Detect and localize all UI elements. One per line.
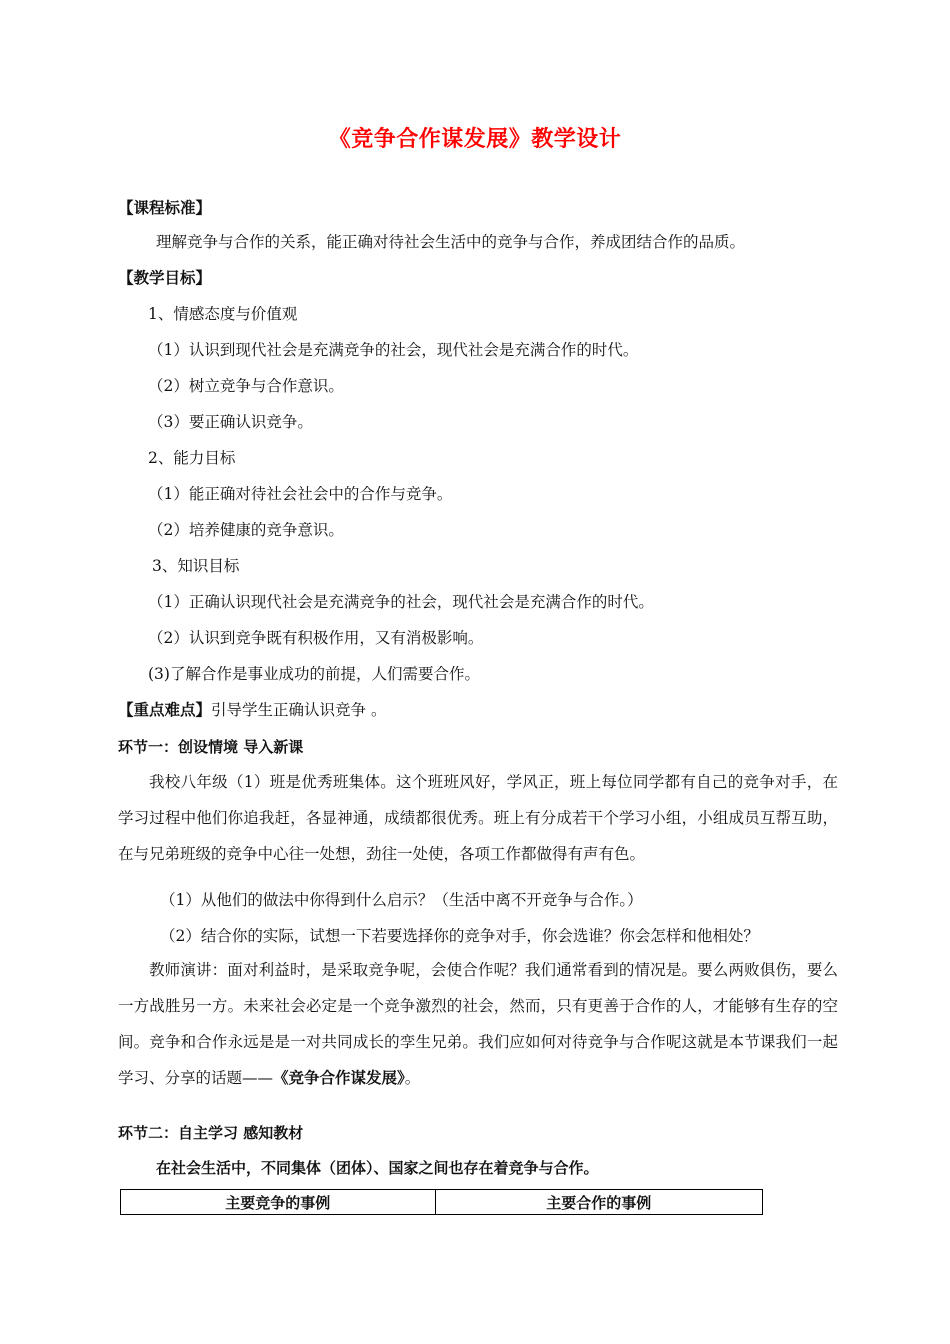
key-points-text: 引导学生正确认识竞争 。	[211, 701, 387, 719]
section2-intro: 在社会生活中，不同集体（团体）、国家之间也存在着竞争与合作。	[156, 1159, 599, 1177]
objective-line: 1、情感态度与价值观	[148, 305, 298, 323]
objective-line: （2）培养健康的竞争意识。	[148, 521, 344, 539]
section1-teacher-text	[118, 952, 838, 1096]
objective-line: （3）要正确认识竞争。	[148, 413, 313, 431]
key-points	[118, 700, 386, 720]
objective-line: （1）能正确对待社会社会中的合作与竞争。	[148, 485, 453, 503]
teacher-text-end: 。	[404, 1069, 421, 1087]
section1-question2: （2）结合你的实际，试想一下若要选择你的竞争对手，你会选谁？你会怎样和他相处？	[160, 927, 759, 945]
competition-examples-header: 主要竞争的事例	[121, 1190, 436, 1215]
course-standard-text: 理解竞争与合作的关系，能正确对待社会生活中的竞争与合作，养成团结合作的品质。	[156, 233, 746, 251]
objectives-heading: 【教学目标】	[118, 269, 212, 287]
objective-line: 2、能力目标	[148, 449, 236, 467]
document-title: 《竞争合作谋发展》教学设计	[328, 127, 622, 152]
table-header-row	[121, 1190, 763, 1215]
objective-line: （2）认识到竞争既有积极作用，又有消极影响。	[148, 629, 484, 647]
cooperation-examples-header: 主要合作的事例	[435, 1190, 762, 1215]
examples-table	[120, 1189, 763, 1215]
objective-line: (3)了解合作是事业成功的前提，人们需要合作。	[148, 665, 480, 683]
section2-heading: 环节二：自主学习 感知教材	[118, 1124, 304, 1142]
objective-line: （1）正确认识现代社会是充满竞争的社会，现代社会是充满合作的时代。	[148, 593, 654, 611]
section1-question1: （1）从他们的做法中你得到什么启示？（生活中离不开竞争与合作。）	[160, 891, 643, 909]
objective-line: （1）认识到现代社会是充满竞争的社会，现代社会是充满合作的时代。	[148, 341, 639, 359]
objective-line: （2）树立竞争与合作意识。	[148, 377, 344, 395]
section1-paragraph: 我校八年级（1）班是优秀班集体。这个班班风好，学风正，班上每位同学都有自己的竞争对手，在学习过程中他们你追我赶，各显神通，成绩都很优秀。班上有分成若干个学习小组，小组成员互帮互助，在与兄弟班级的竞争中心往一处想，劲往一处使，各项工作都做得有声有色。	[118, 773, 838, 863]
objective-line: 3、知识目标	[152, 557, 240, 575]
key-points-heading: 【重点难点】	[118, 701, 212, 719]
teacher-text-body: 教师演讲：面对利益时，是采取竞争呢，会使合作呢？我们通常看到的情况是。要么两败俱伤，要么一方战胜另一方。未来社会必定是一个竞争激烈的社会，然而，只有更善于合作的人，才能够有生存的空间。竞争和合作永远是是一对共同成长的孪生兄弟。我们应如何对待竞争与合作呢这就是本节课我们一起学习、分享的话题——	[118, 961, 838, 1087]
lesson-title-ref: 《竞争合作谋发展》	[273, 1069, 405, 1087]
course-standard-heading: 【课程标准】	[118, 199, 212, 217]
section1-heading: 环节一：创设情境 导入新课	[118, 738, 304, 756]
